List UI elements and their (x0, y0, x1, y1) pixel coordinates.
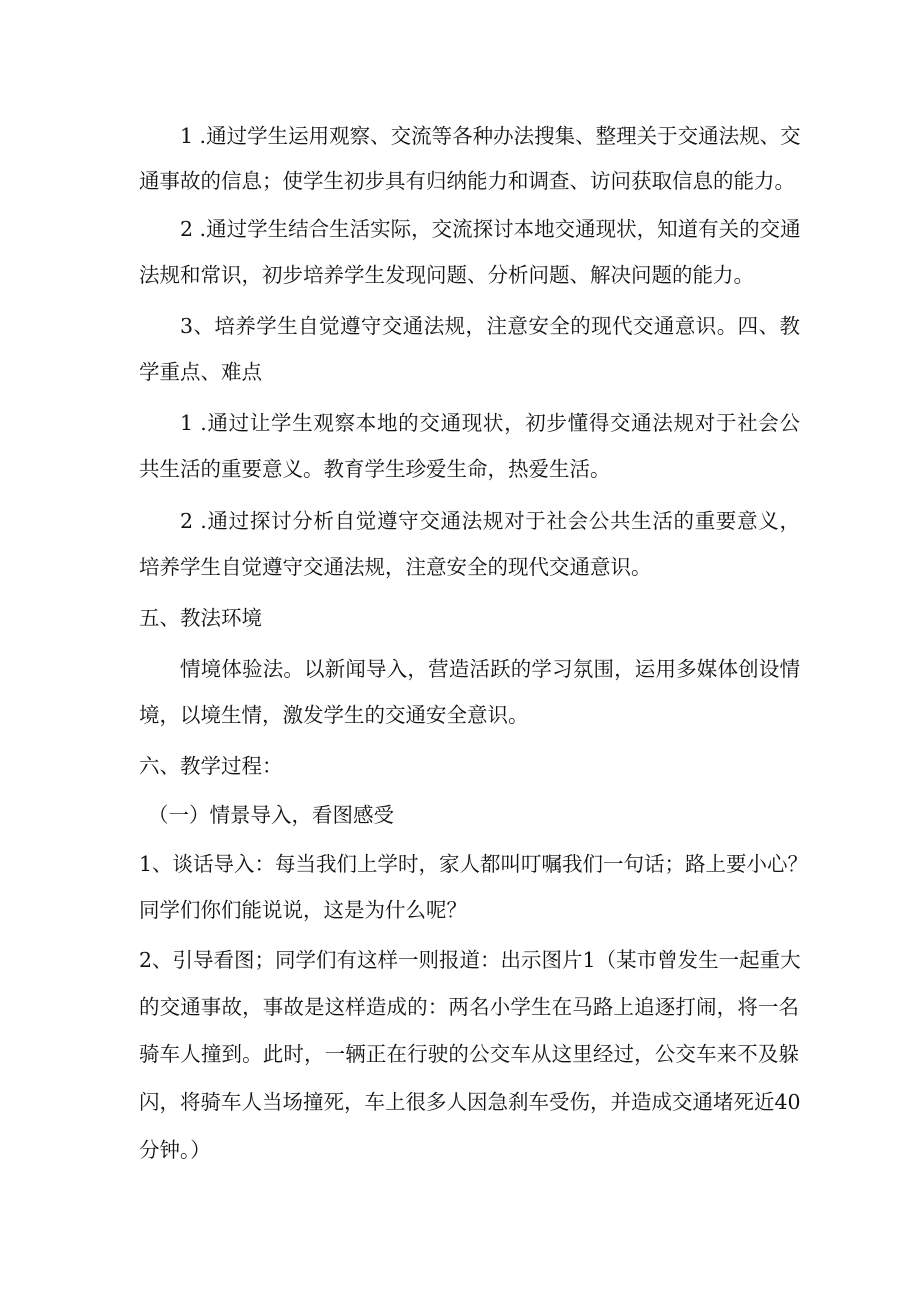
paragraph-line: 情境体验法。以新闻导入，营造活跃的学习氛围，运用多媒体创设情 (180, 657, 800, 681)
paragraph-line: 1 .通过学生运用观察、交流等各种办法搜集、整理关于交通法规、交 (180, 124, 801, 148)
paragraph-line: 2 .通过学生结合生活实际，交流探讨本地交通现状，知道有关的交通 (180, 217, 801, 241)
paragraph-line: 骑车人撞到。此时，一辆正在行驶的公交车从这里经过，公交车来不及躲 (139, 1042, 799, 1066)
paragraph-line: 2 .通过探讨分析自觉遵守交通法规对于社会公共生活的重要意义， (180, 509, 800, 533)
paragraph-line: 1、谈话导入：每当我们上学时，家人都叫叮嘱我们一句话；路上要小心？ (139, 852, 809, 876)
paragraph-line: 通事故的信息；使学生初步具有归纳能力和调查、访问获取信息的能力。 (139, 169, 795, 193)
paragraph-line: 闪，将骑车人当场撞死，车上很多人因急刹车受伤，并造成交通堵死近40 (139, 1090, 801, 1114)
paragraph-line: 学重点、难点 (139, 360, 262, 384)
paragraph-line: 1 .通过让学生观察本地的交通现状，初步懂得交通法规对于社会公 (180, 411, 800, 435)
paragraph-line: 2、引导看图；同学们有这样一则报道：出示图片1（某市曾发生一起重大 (139, 948, 801, 972)
paragraph-line: 共生活的重要意义。教育学生珍爱生命，热爱生活。 (139, 457, 611, 481)
paragraph-line: 境，以境生情，激发学生的交通安全意识。 (139, 703, 529, 727)
section-heading: 六、教学过程： (139, 754, 283, 778)
paragraph-line: 的交通事故，事故是这样造成的：两名小学生在马路上追逐打闹，将一名 (139, 995, 799, 1019)
paragraph-line: 培养学生自觉遵守交通法规，注意安全的现代交通意识。 (139, 555, 652, 579)
paragraph-line: 法规和常识，初步培养学生发现问题、分析问题、解决问题的能力。 (139, 263, 754, 287)
paragraph-line: 分钟。） (139, 1138, 211, 1162)
paragraph-line: 同学们你们能说说，这是为什么呢？ (139, 898, 467, 922)
subsection-heading: （一）情景导入，看图感受 (148, 803, 394, 827)
paragraph-line: 3、培养学生自觉遵守交通法规，注意安全的现代交通意识。四、教 (180, 314, 800, 338)
section-heading: 五、教法环境 (139, 606, 262, 630)
